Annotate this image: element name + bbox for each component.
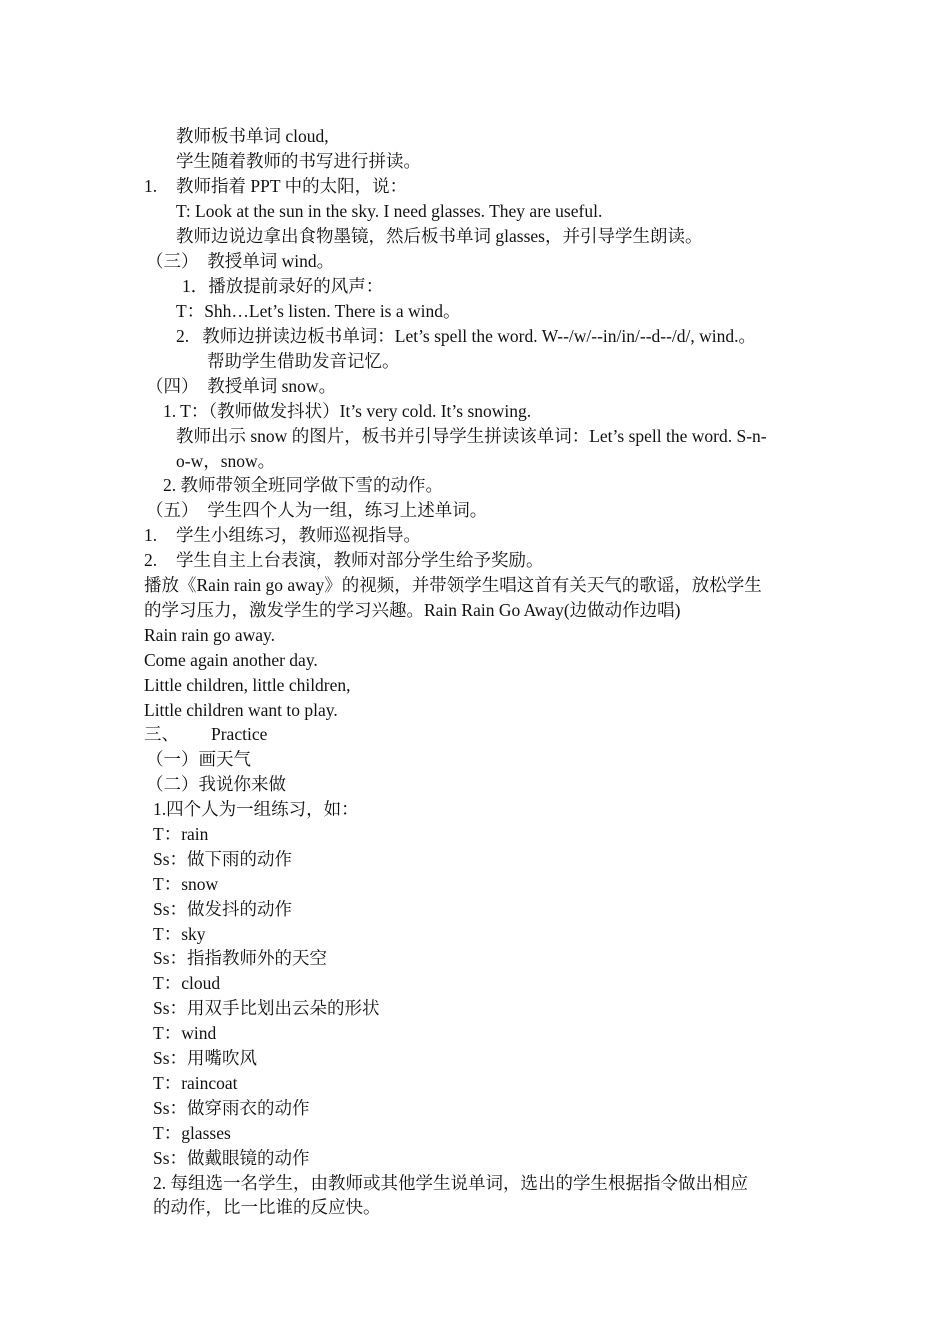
text-line: 帮助学生借助发音记忆。: [207, 351, 400, 371]
song-line: Little children, little children,: [144, 675, 351, 695]
text-line: 学生随着教师的书写进行拼读。: [176, 151, 421, 171]
song-line: Little children want to play.: [144, 700, 338, 720]
text-line: 2. 教师边拼读边板书单词：Let’s spell the word. W--/w/--in/in/--d--/d/, wind.。: [176, 326, 757, 346]
text-line: 教师板书单词 cloud,: [176, 126, 329, 146]
subsection-heading: （一）画天气: [146, 749, 251, 769]
text-line: 教师出示 snow 的图片，板书并引导学生拼读该单词：Let’s spell the word. S-n-: [176, 426, 767, 446]
text-line: T: Look at the sun in the sky. I need glasses. They are useful.: [176, 201, 603, 221]
section-heading: （三） 教授单词 wind。: [146, 251, 335, 271]
dialogue-line: T：rain: [153, 824, 209, 844]
dialogue-line: Ss：指指教师外的天空: [153, 948, 328, 968]
text-line: 1. T：（教师做发抖状）It’s very cold. It’s snowing.: [163, 401, 532, 421]
text-line: o-w，snow。: [176, 451, 276, 471]
dialogue-line: Ss：做下雨的动作: [153, 849, 293, 869]
section-heading: Practice: [211, 724, 268, 744]
list-number: 2.: [144, 550, 158, 570]
song-line: Come again another day.: [144, 650, 318, 670]
text-line: 的学习压力，激发学生的学习兴趣。Rain Rain Go Away(边做动作边唱): [144, 600, 681, 620]
text-line: 2. 教师带领全班同学做下雪的动作。: [163, 475, 443, 495]
text-line: 的动作，比一比谁的反应快。: [153, 1197, 381, 1217]
dialogue-line: T：wind: [153, 1023, 217, 1043]
section-number: 三、: [144, 724, 179, 744]
text-line: 2. 每组选一名学生，由教师或其他学生说单词，选出的学生根据指令做出相应: [153, 1173, 748, 1193]
text-line: 播放《Rain rain go away》的视频，并带领学生唱这首有关天气的歌谣，放松学生: [144, 575, 762, 595]
text-line: 教师指着 PPT 中的太阳，说：: [176, 176, 408, 196]
dialogue-line: Ss：用双手比划出云朵的形状: [153, 998, 380, 1018]
dialogue-line: Ss：用嘴吹风: [153, 1048, 258, 1068]
list-number: 1.: [144, 176, 158, 196]
dialogue-line: T：glasses: [153, 1123, 231, 1143]
text-line: 学生小组练习，教师巡视指导。: [176, 525, 421, 545]
section-heading: （五） 学生四个人为一组，练习上述单词。: [146, 500, 488, 520]
dialogue-line: Ss：做发抖的动作: [153, 899, 293, 919]
section-heading: （四） 教授单词 snow。: [146, 376, 337, 396]
text-line: 学生自主上台表演，教师对部分学生给予奖励。: [176, 550, 544, 570]
dialogue-line: T：cloud: [153, 973, 221, 993]
dialogue-line: Ss：做穿雨衣的动作: [153, 1098, 310, 1118]
text-line: 教师边说边拿出食物墨镜，然后板书单词 glasses，并引导学生朗读。: [176, 226, 703, 246]
list-number: 1.: [144, 525, 158, 545]
text-line: T：Shh…Let’s listen. There is a wind。: [176, 301, 461, 321]
dialogue-line: Ss：做戴眼镜的动作: [153, 1148, 310, 1168]
dialogue-line: T：sky: [153, 924, 206, 944]
dialogue-line: T：raincoat: [153, 1073, 238, 1093]
text-line: 1．播放提前录好的风声：: [182, 276, 384, 296]
dialogue-line: T：snow: [153, 874, 219, 894]
song-line: Rain rain go away.: [144, 625, 276, 645]
subsection-heading: （二）我说你来做: [146, 774, 286, 794]
text-line: 1.四个人为一组练习，如：: [153, 799, 359, 819]
